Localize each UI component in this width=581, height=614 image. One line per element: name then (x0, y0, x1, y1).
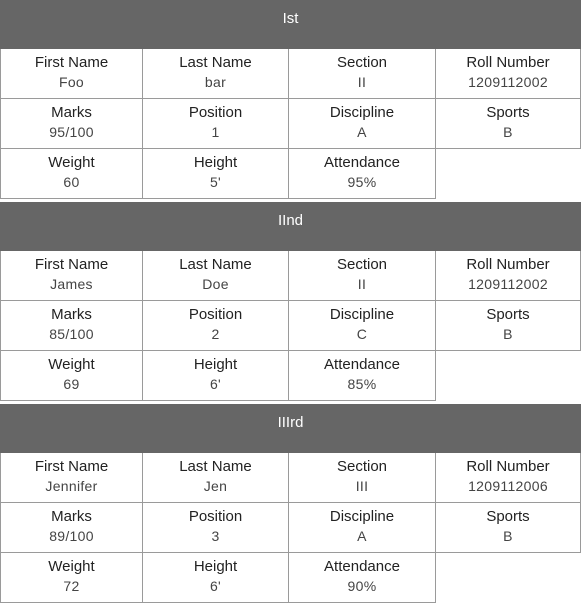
field-section (289, 453, 436, 503)
field-discipline (289, 301, 436, 351)
field-value: 95/100 (49, 124, 94, 140)
field-roll-number (436, 453, 581, 503)
field-label: Weight (48, 154, 95, 171)
field-label: Sports (486, 306, 530, 323)
field-attendance (289, 553, 436, 603)
field-value: II (357, 74, 367, 90)
field-value: 90% (347, 578, 377, 594)
field-first-name (0, 251, 143, 301)
field-value: 72 (63, 578, 80, 594)
record-grid (0, 49, 581, 199)
field-last-name (143, 49, 289, 99)
field-label: Height (193, 356, 238, 373)
field-value: 85% (347, 376, 377, 392)
field-height (143, 351, 289, 401)
field-label: Sports (486, 508, 530, 525)
field-marks (0, 301, 143, 351)
field-label: Roll Number (466, 256, 550, 273)
field-value: 1209112006 (468, 478, 548, 494)
field-label: First Name (34, 256, 109, 273)
field-value: 2 (211, 326, 220, 342)
field-label: Discipline (329, 104, 395, 121)
field-label: Position (188, 104, 243, 121)
field-label: Last Name (179, 256, 252, 273)
field-value: 69 (63, 376, 80, 392)
field-value: A (357, 528, 367, 544)
field-position (143, 301, 289, 351)
field-sports (436, 99, 581, 149)
field-label: Position (188, 306, 243, 323)
field-value: Jennifer (45, 478, 98, 494)
record-header: IIIrd (0, 404, 581, 453)
field-weight (0, 149, 143, 199)
field-height (143, 553, 289, 603)
field-marks (0, 503, 143, 553)
field-label: Marks (51, 508, 92, 525)
field-sports (436, 301, 581, 351)
field-value: 3 (211, 528, 220, 544)
record-grid (0, 251, 581, 401)
record-card-3 (0, 404, 581, 603)
field-label: Sports (486, 104, 530, 121)
field-value: James (50, 276, 93, 292)
field-value: bar (204, 74, 227, 90)
field-label: Section (336, 256, 388, 273)
field-label: Roll Number (466, 54, 550, 71)
field-value: 95% (347, 174, 377, 190)
field-label: First Name (34, 458, 109, 475)
field-value: A (357, 124, 367, 140)
field-label: Marks (51, 306, 92, 323)
field-position (143, 503, 289, 553)
field-value: II (357, 276, 367, 292)
field-label: Last Name (179, 54, 252, 71)
field-label: Roll Number (466, 458, 550, 475)
field-value: B (503, 326, 513, 342)
field-last-name (143, 251, 289, 301)
record-header: Ist (0, 0, 581, 49)
record-card-1 (0, 0, 581, 199)
field-label: Discipline (329, 508, 395, 525)
field-value: B (503, 124, 513, 140)
field-label: Discipline (329, 306, 395, 323)
field-discipline (289, 99, 436, 149)
field-label: Section (336, 458, 388, 475)
field-sports (436, 503, 581, 553)
field-label: Height (193, 154, 238, 171)
field-label: Attendance (324, 154, 400, 171)
field-attendance (289, 149, 436, 199)
field-roll-number (436, 49, 581, 99)
field-label: Weight (48, 356, 95, 373)
field-value: 6' (209, 376, 222, 392)
field-last-name (143, 453, 289, 503)
field-section (289, 49, 436, 99)
field-label: Marks (51, 104, 92, 121)
field-value: 85/100 (49, 326, 94, 342)
field-label: Position (188, 508, 243, 525)
field-first-name (0, 49, 143, 99)
field-marks (0, 99, 143, 149)
field-weight (0, 351, 143, 401)
field-label: Attendance (324, 558, 400, 575)
field-discipline (289, 503, 436, 553)
field-value: 1 (211, 124, 220, 140)
field-value: 89/100 (49, 528, 94, 544)
field-value: 60 (63, 174, 80, 190)
field-label: Attendance (324, 356, 400, 373)
field-label: First Name (34, 54, 109, 71)
field-value: III (355, 478, 369, 494)
field-value: Jen (203, 478, 228, 494)
field-label: Height (193, 558, 238, 575)
field-value: 5' (209, 174, 222, 190)
field-label: Weight (48, 558, 95, 575)
field-section (289, 251, 436, 301)
field-value: Foo (58, 74, 85, 90)
field-value: 6' (209, 578, 222, 594)
field-height (143, 149, 289, 199)
field-roll-number (436, 251, 581, 301)
field-label: Last Name (179, 458, 252, 475)
record-card-2 (0, 202, 581, 401)
field-first-name (0, 453, 143, 503)
field-value: 1209112002 (468, 276, 548, 292)
field-value: C (356, 326, 368, 342)
field-value: Doe (202, 276, 229, 292)
field-value: 1209112002 (468, 74, 548, 90)
field-value: B (503, 528, 513, 544)
field-attendance (289, 351, 436, 401)
field-position (143, 99, 289, 149)
record-header: IInd (0, 202, 581, 251)
field-weight (0, 553, 143, 603)
record-grid (0, 453, 581, 603)
field-label: Section (336, 54, 388, 71)
